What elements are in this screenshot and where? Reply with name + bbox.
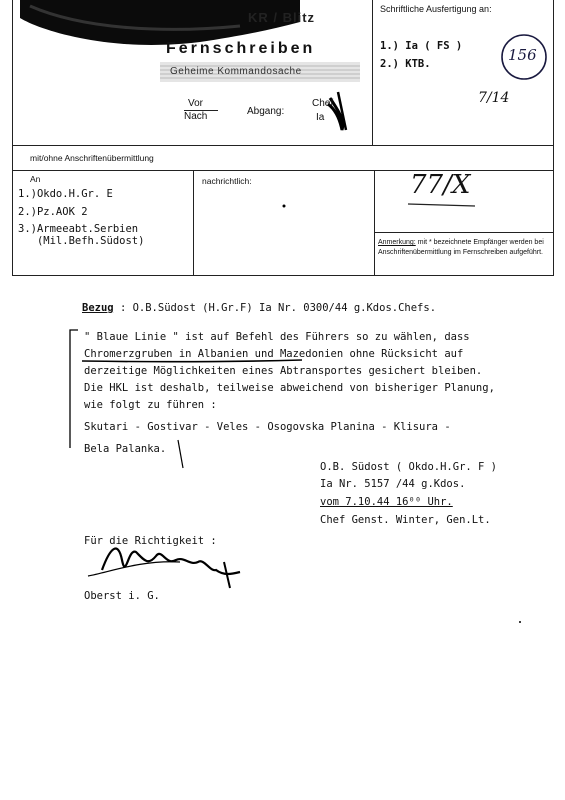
distribution-line-2: 2.) KTB. — [380, 58, 431, 70]
bezug-line — [82, 302, 436, 314]
paragraph-line-7: Bela Palanka. — [84, 443, 167, 455]
recipient-2: 2.)Pz.AOK 2 — [18, 206, 88, 218]
frame-bottom-line — [12, 275, 553, 276]
circled-number: 156 — [508, 46, 537, 64]
address-top-line — [12, 170, 553, 171]
remark-label: Anmerkung: — [378, 239, 416, 246]
signature-line-4: Chef Genst. Winter, Gen.Lt. — [320, 514, 491, 526]
chef-label: Chef — [312, 98, 334, 109]
paragraph-line-5: wie folgt zu führen : — [84, 399, 217, 411]
frame-mid-line — [12, 145, 553, 146]
paragraph-line-2: Chromerzgruben in Albanien und Mazedonien ohne Rücksicht auf — [84, 348, 464, 360]
recipient-1: 1.)Okdo.H.Gr. E — [18, 188, 113, 200]
recipient-3-sub: (Mil.Befh.Südost) — [18, 235, 145, 247]
signature-line-3: vom 7.10.44 16⁰⁰ Uhr. — [320, 496, 453, 508]
frame-right-line — [553, 0, 554, 276]
paragraph-line-6: Skutari - Gostivar - Veles - Osogovska Planina - Klisura - — [84, 421, 451, 433]
paragraph-line-4: Die HKL ist deshalb, teilweise abweichend von bisheriger Planung, — [84, 382, 495, 394]
an-label: An — [30, 174, 41, 184]
remark — [378, 238, 550, 258]
paragraph-line-1: " Blaue Linie " ist auf Befehl des Führers so zu wählen, dass — [84, 331, 470, 343]
nach-label: Nach — [184, 111, 208, 122]
distribution-title: Schriftliche Ausfertigung an: — [380, 4, 492, 14]
secret-stamp: Geheime Kommandosache — [170, 66, 302, 77]
page-title: Fernschreiben — [166, 40, 316, 57]
vor-label: Vor — [188, 98, 204, 109]
paragraph-line-3: derzeitige Möglichkeiten eines Abtransportes gesichert bleiben. — [84, 365, 483, 377]
remark-text: mit * bezeichnete Empfänger werden bei Anschriftenübermittlung im Fernschreiben aufgeführt. — [378, 239, 544, 256]
handwritten-file-number: 77/X — [410, 170, 471, 200]
nachrichtlich-label: nachrichtlich: — [202, 176, 252, 186]
priority-label: KR / Blitz — [248, 10, 316, 25]
richtigkeit-label: Für die Richtigkeit : — [84, 535, 217, 547]
bezug-label: Bezug — [82, 302, 114, 314]
signature-line-1: O.B. Südost ( Okdo.H.Gr. F ) — [320, 461, 498, 473]
recipient-3: 3.)Armeeabt.Serbien — [18, 223, 139, 235]
an-divider-line — [193, 170, 194, 275]
handwritten-note: 7/14 — [478, 90, 510, 106]
bezug-text: : O.B.Südost (H.Gr.F) Ia Nr. 0300/44 g.Kdos.Chefs. — [119, 302, 437, 314]
distribution-line-1: 1.) Ia ( FS ) — [380, 40, 463, 52]
abgang-label: Abgang: — [247, 106, 285, 117]
frame-divider-line — [372, 0, 373, 145]
rank-label: Oberst i. G. — [84, 590, 160, 602]
frame-left-line — [12, 0, 13, 276]
remark-divider-line — [374, 170, 375, 275]
transmission-mode-label: mit/ohne Anschriftenübermittlung — [30, 153, 154, 163]
remark-top-line — [374, 232, 553, 233]
signature-line-2: Ia Nr. 5157 /44 g.Kdos. — [320, 478, 466, 490]
ia-label: Ia — [316, 112, 325, 123]
